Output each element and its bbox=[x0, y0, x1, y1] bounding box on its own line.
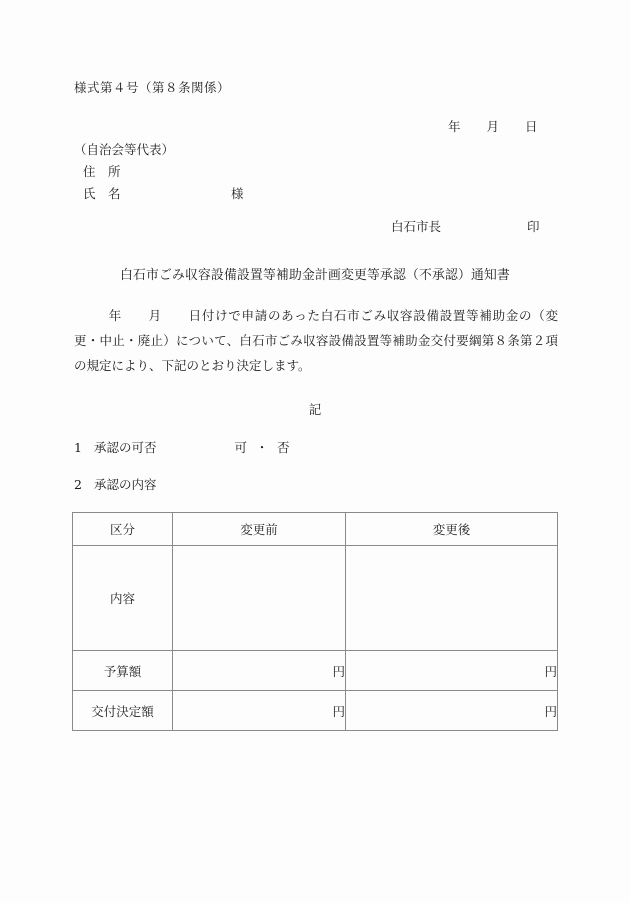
cell-naiyou-after[interactable] bbox=[346, 546, 558, 651]
recipient-address-label: 住 所 bbox=[83, 164, 121, 179]
table-row bbox=[73, 691, 558, 731]
row-label-budget: 予算額 bbox=[73, 651, 173, 691]
cell-budget-after[interactable]: 円 bbox=[346, 651, 558, 691]
row-label-grant-decision: 交付決定額 bbox=[73, 691, 173, 731]
choice-yes: 可 bbox=[234, 440, 248, 455]
item-2-label: 承認の内容 bbox=[94, 477, 157, 492]
ki-mark: 記 bbox=[308, 402, 322, 417]
recipient-block bbox=[74, 139, 244, 205]
approval-content-table bbox=[72, 512, 558, 731]
issuer-line bbox=[391, 217, 540, 235]
table-header-after: 変更後 bbox=[346, 513, 558, 546]
body-line-3: より、下記のとおり決定します。 bbox=[124, 358, 311, 373]
table-header-before: 変更前 bbox=[173, 513, 346, 546]
item-1-number: 1 bbox=[74, 440, 82, 455]
table-row bbox=[73, 546, 558, 651]
choice-separator: ・ bbox=[255, 440, 269, 455]
list-item-approval-content bbox=[74, 475, 157, 493]
date-line bbox=[448, 117, 538, 135]
row-label-naiyou: 内容 bbox=[73, 546, 173, 651]
recipient-name-label: 氏 名 bbox=[83, 186, 121, 201]
body-paragraph bbox=[74, 303, 558, 378]
recipient-honorific: 様 bbox=[231, 186, 244, 201]
item-2-number: 2 bbox=[74, 477, 82, 492]
recipient-name-row bbox=[74, 183, 244, 205]
date-day: 日 bbox=[525, 119, 538, 134]
recipient-group-note: （自治会等代表） bbox=[74, 142, 175, 157]
body-month: 月 bbox=[147, 308, 162, 323]
item-1-label: 承認の可否 bbox=[94, 440, 157, 455]
cell-grant-after[interactable]: 円 bbox=[346, 691, 558, 731]
choice-no: 否 bbox=[277, 440, 290, 455]
cell-naiyou-before[interactable] bbox=[173, 546, 346, 651]
body-line-1: 日付けで申請のあった白石市ごみ収容設備設置等補助金の（変更・ bbox=[74, 308, 558, 348]
table-row bbox=[73, 651, 558, 691]
table-header-row bbox=[73, 513, 558, 546]
cell-grant-before[interactable]: 円 bbox=[173, 691, 346, 731]
table-header-kubun: 区分 bbox=[73, 513, 173, 546]
page-title: 白石市ごみ収容設備設置等補助金計画変更等承認（不承認）通知書 bbox=[120, 268, 510, 283]
date-year: 年 bbox=[448, 119, 461, 134]
seal-icon: 印 bbox=[527, 219, 540, 234]
issuer-title: 白石市長 bbox=[391, 219, 442, 234]
date-month: 月 bbox=[486, 119, 500, 134]
form-number: 様式第４号（第８条関係） bbox=[74, 80, 231, 95]
list-item-approval-decision bbox=[74, 438, 290, 456]
cell-budget-before[interactable]: 円 bbox=[173, 651, 346, 691]
body-year: 年 bbox=[108, 308, 122, 323]
body-line-2: 中止・廃止）について、白石市ごみ収容設備設置等補助金交付要綱第８条第２項の規定に bbox=[74, 333, 558, 373]
